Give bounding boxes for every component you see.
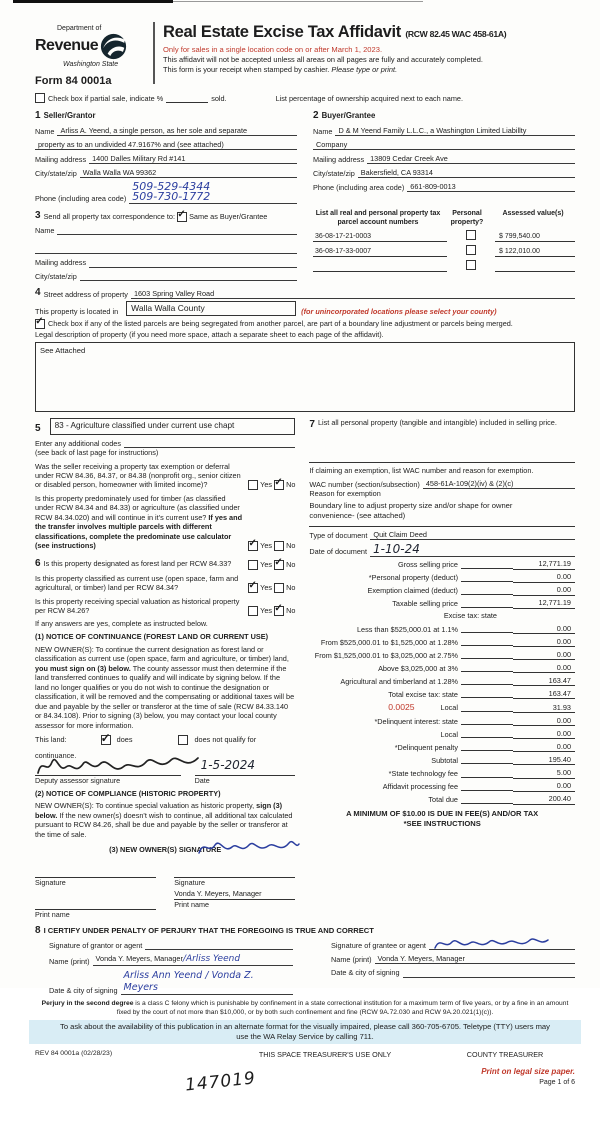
- owner-signature-field-left[interactable]: [35, 867, 156, 878]
- section-buyer-grantee: [313, 109, 575, 203]
- grantor-signature-label: Signature of grantor or agent: [49, 940, 143, 950]
- grantee-name-print-label: Name (print): [331, 954, 372, 964]
- corr-csz-label: City/state/zip: [35, 271, 77, 281]
- parcel-row: [313, 260, 575, 272]
- tax-row: Total due 200.40: [309, 794, 575, 804]
- tax-value: 5.00: [513, 768, 575, 778]
- excise-tax-computation: [309, 559, 575, 805]
- grantee-signature-field[interactable]: [429, 940, 575, 950]
- answers-yes-note: If any answers are yes, complete as instructed below.: [35, 618, 208, 628]
- tax-row: *State technology fee 5.00: [309, 768, 575, 778]
- washington-state-label: Washington State: [63, 61, 119, 69]
- historic-yes-checkbox[interactable]: [248, 606, 258, 616]
- grantee-date-city-label: Date & city of signing: [331, 968, 400, 978]
- personal-property-checkbox-2[interactable]: [466, 245, 476, 255]
- dept-of-label: Department of: [57, 25, 102, 32]
- wac-number-field[interactable]: 458-61A-109(2)(iv) & (2)(c): [423, 479, 575, 489]
- single-location-warning: Only for sales in a single location code on or after March 1, 2023.: [163, 45, 383, 55]
- tax-value: 0.00: [513, 742, 575, 752]
- yes-label: Yes: [260, 606, 273, 616]
- tax-value: 0.00: [513, 650, 575, 660]
- question-text: Is this property classified as current use (open space, farm and agricultural, or timber) land per RCW 84.34?: [35, 573, 239, 593]
- corr-name-label: Name: [35, 225, 55, 235]
- buyer-name-field[interactable]: D & M Yeend Family L.L.C., a Washington Limited Liabillty: [335, 126, 575, 136]
- corr-mailing-label: Mailing address: [35, 258, 87, 268]
- notice-continuance-body: NEW OWNER(S): To continue the current designation as forest land or classification as current use (open space, farm and agriculture, or timber) land, you must sign on (3) below. The county assessor must then determine if the land transferred continues to qualify and will indicate by signing below. If the land no longer qualifies or you do not wish to continue the designation or classification, it will be removed and the compensating or additional taxes will be due and payable by the seller or transferor at the time of sale (RCW 84.33.140 or 84.34.108). Prior to signing (3) below, you may contact your local county assessor for more information.: [35, 644, 295, 730]
- type-of-document-label: Type of document: [309, 530, 368, 540]
- owner-print-field-left[interactable]: [35, 899, 156, 910]
- tax-row: *Personal property (deduct) 0.00: [309, 572, 575, 582]
- notice-continuance-title: (1) NOTICE OF CONTINUANCE (FOREST LAND OR CURRENT USE): [35, 632, 269, 642]
- does-label: does: [116, 735, 133, 745]
- historic-property-question: [35, 597, 295, 616]
- partial-sale-row: [35, 93, 575, 103]
- predominate-use-question: [35, 494, 295, 551]
- wac-number-label: WAC number (section/subsection): [309, 479, 420, 489]
- owner-signature-field-right[interactable]: [174, 867, 295, 878]
- question-text: Is this property predominately used for timber (as classified under RCW 84.34 and 84.33) or agriculture (as classified under RCW 84.34.020) and will continue in it's current use? If yes and the transfer involves multiple parcels with different classifications, complete the predominate use calculator (see instructions): [35, 493, 243, 551]
- receipt-note: This form is your receipt when stamped by cashier. Please type or print.: [163, 64, 398, 74]
- corr-name-field[interactable]: [57, 225, 297, 235]
- tax-value: 12,771.19: [513, 559, 575, 569]
- exemption-reason-line1: Boundary line to adjust property size and/or shape for owner: [309, 500, 513, 510]
- tax-row-local: 0.0025 Local 31.93: [309, 702, 575, 713]
- question-text: Was the seller receiving a property tax exemption or deferral under RCW 84.36, 84.37, or 84.38 (nonprofit org., senior citizen or disabled person, homeowner with limited income)?: [35, 461, 241, 490]
- section1-heading: Seller/Grantor: [43, 111, 96, 121]
- corr-mailing-field[interactable]: [89, 258, 297, 268]
- tax-row: Less than $525,000.01 at 1.1% 0.00: [309, 624, 575, 634]
- check-icon: ✓: [274, 556, 283, 568]
- personal-property-checkbox-1[interactable]: [466, 230, 476, 240]
- county-treasurer-label: COUNTY TREASURER: [466, 1049, 544, 1059]
- check-icon: ✓: [248, 579, 257, 591]
- this-land-label: This land:: [35, 735, 67, 745]
- owner-print-field-right[interactable]: Vonda Y. Meyers, Manager: [174, 889, 295, 900]
- codes-note: (see back of last page for instructions): [35, 448, 159, 458]
- exemption-no-checkbox[interactable]: [274, 476, 284, 490]
- located-in-label: This property is located in: [35, 306, 119, 316]
- buyer-mailing-label: Mailing address: [313, 154, 365, 164]
- tax-row: Total excise tax: state 163.47: [309, 689, 575, 699]
- section5-number: 5: [35, 422, 41, 434]
- buyer-name-label: Name: [313, 126, 333, 136]
- continuance-date-field[interactable]: [195, 758, 296, 776]
- scan-artifact: [13, 0, 173, 3]
- check-icon: ✓: [177, 208, 186, 220]
- land-use-code-select[interactable]: 83 - Agriculture classified under current use chapt: [50, 418, 296, 435]
- deputy-signature-line: [35, 758, 295, 776]
- date-label: Date: [194, 775, 210, 785]
- page-indicator: Page 1 of 6: [539, 1078, 575, 1086]
- check-icon: ✓: [35, 316, 44, 328]
- tax-row: *Delinquent interest: state 0.00: [309, 716, 575, 726]
- section-certification: [35, 924, 575, 996]
- does-not-label: does not qualify for: [194, 735, 257, 745]
- divider: [309, 526, 575, 527]
- dor-swirl-logo-icon: [100, 33, 127, 60]
- assessed-value-field[interactable]: [495, 262, 575, 272]
- exemption-deferral-question: [35, 462, 295, 490]
- no-label: No: [286, 583, 296, 593]
- additional-codes-label: Enter any additional codes: [35, 438, 121, 448]
- historic-no-checkbox[interactable]: [274, 602, 284, 616]
- assessed-value-field[interactable]: $ 799,540.00: [495, 232, 575, 242]
- current-use-question: [35, 574, 295, 593]
- local-rate: 0.0025: [388, 701, 415, 712]
- partial-sale-percent-field[interactable]: [166, 94, 208, 103]
- predominate-yes-checkbox[interactable]: [248, 537, 258, 551]
- notice-compliance-title: (2) NOTICE OF COMPLIANCE (HISTORIC PROPERTY): [35, 788, 221, 798]
- same-as-buyer-label: Same as Buyer/Grantee: [189, 212, 268, 222]
- continuance-date-handwritten: 1-5-2024: [200, 758, 256, 773]
- legal-description-field[interactable]: See Attached: [35, 342, 575, 412]
- grantor-name-handwritten: /Arliss Yeend: [182, 953, 241, 964]
- grantee-date-city-field[interactable]: [403, 968, 575, 978]
- grantor-signature-field[interactable]: [145, 940, 293, 950]
- exemption-reason-line2: convenience- (see attached): [309, 510, 406, 520]
- section7-number: 7: [309, 418, 315, 430]
- header-divider: [153, 22, 155, 84]
- deputy-signature-label: Deputy assessor signature: [35, 775, 121, 785]
- tax-value: 0.00: [513, 624, 575, 634]
- section1-number: 1: [35, 110, 41, 122]
- same-as-buyer-checkbox[interactable]: [177, 208, 187, 222]
- partial-sale-label: Check box if partial sale, indicate %: [48, 94, 164, 103]
- date-of-document-field[interactable]: [370, 542, 575, 557]
- reason-for-exemption-label: Reason for exemption: [309, 489, 381, 499]
- grantor-date-city-label: Date & city of signing: [49, 986, 118, 995]
- stamp-number-handwritten: 147019: [184, 1068, 257, 1096]
- rcw-reference: (RCW 82.45 WAC 458-61A): [405, 29, 507, 39]
- bottom-area: [35, 1059, 575, 1129]
- predominate-no-checkbox[interactable]: [274, 541, 284, 551]
- check-icon: ✓: [100, 731, 111, 746]
- tax-row: Local 0.00: [309, 729, 575, 739]
- continuance-label: continuance.: [35, 751, 77, 761]
- new-owner-signature-block: [35, 855, 295, 920]
- tax-value: 0.00: [513, 585, 575, 595]
- no-label: No: [286, 541, 296, 551]
- additional-codes-field[interactable]: [124, 438, 295, 448]
- seller-name-field-line2[interactable]: property as to an undivided 47.9167% and (see attached): [35, 140, 297, 150]
- parcel-number-field[interactable]: 36-08-17-21-0003: [313, 232, 447, 242]
- check-icon: ✓: [274, 476, 283, 488]
- seller-mailing-label: Mailing address: [35, 154, 87, 164]
- section2-number: 2: [313, 110, 319, 122]
- tax-row: Gross selling price 12,771.19: [309, 559, 575, 569]
- check-icon: ✓: [248, 537, 257, 549]
- no-label: No: [286, 480, 296, 490]
- print-name-label: Print name: [35, 910, 70, 920]
- forest-land-question: [35, 557, 295, 570]
- parcel-number-field[interactable]: 36-08-17-33-0007: [313, 247, 447, 257]
- new-owner-signature-title: (3) NEW OWNER(S) SIGNATURE: [35, 845, 295, 854]
- exemption-note: If claiming an exemption, list WAC number and reason for exemption.: [309, 465, 534, 475]
- seller-csz-label: City/state/zip: [35, 168, 77, 178]
- assessed-value-col-header: Assessed value(s): [502, 209, 564, 217]
- date-of-document-handwritten: 1-10-24: [373, 542, 420, 557]
- question-text: Is this property receiving special valuation as historical property per RCW 84.26?: [35, 596, 240, 616]
- forest-no-checkbox[interactable]: [274, 556, 284, 570]
- section3-number: 3: [35, 209, 41, 221]
- tax-row: Exemption claimed (deduct) 0.00: [309, 585, 575, 595]
- no-label: No: [286, 606, 296, 616]
- exemption-yes-checkbox[interactable]: [248, 480, 258, 490]
- tax-value: 0.00: [513, 572, 575, 582]
- yes-label: Yes: [260, 583, 273, 593]
- section3-heading: Send all property tax correspondence to:: [43, 212, 175, 222]
- parcel-number-field[interactable]: [313, 262, 447, 272]
- yes-label: Yes: [260, 480, 273, 490]
- see-instructions-note: *SEE INSTRUCTIONS: [403, 818, 481, 828]
- section4-number: 4: [35, 287, 41, 299]
- personal-property-intro: List all personal property (tangible and intangible) included in selling price.: [317, 417, 557, 427]
- tax-row: *Delinquent penalty 0.00: [309, 742, 575, 752]
- section-land-use-code: [35, 418, 295, 435]
- signature-label: Signature: [174, 877, 205, 887]
- buyer-name-field-line2[interactable]: Company: [313, 140, 575, 150]
- print-legal-note: Print on legal size paper.: [481, 1067, 575, 1077]
- check-icon: ✓: [274, 602, 283, 614]
- date-of-document-label: Date of document: [309, 547, 367, 557]
- tax-row: Agricultural and timberland at 1.28% 163.47: [309, 676, 575, 686]
- notice-compliance-body: NEW OWNER(S): To continue special valuation as historic property, sign (3) below. If the new owner(s) doesn't wish to continue, all additional tax calculated pursuant to RCW 84.26, shall be due and payable by the seller or transferor at the time of sale.: [35, 801, 293, 839]
- parcel-table: [313, 209, 575, 282]
- accessibility-note: To ask about the availability of this publication in an alternate format for the visually impaired, please call 360-705-6705. Teletype (TTY) users may use the WA Relay Service by calling 711.: [29, 1020, 581, 1044]
- grantee-name-print-field[interactable]: Vonda Y. Meyers, Manager: [375, 954, 575, 964]
- seller-mailing-field[interactable]: 1400 Dalles Military Rd #141: [89, 154, 297, 164]
- section2-heading: Buyer/Grantee: [321, 111, 376, 121]
- section-tax-correspondence: [35, 209, 297, 282]
- right-column: [309, 418, 575, 920]
- form-header: [35, 20, 575, 88]
- corr-name-field-line2[interactable]: [35, 244, 297, 254]
- new-owner-signature-handwriting: [196, 835, 301, 859]
- grantor-name-print-field[interactable]: Vonda Y. Meyers, Manager/Arliss Yeend: [93, 954, 293, 967]
- tax-value: 31.93: [513, 703, 575, 713]
- treasurer-use-label: THIS SPACE TREASURER'S USE ONLY: [258, 1049, 392, 1059]
- section-personal-property: [309, 418, 575, 431]
- tax-value: 0.00: [513, 781, 575, 791]
- footer-row: [35, 1050, 575, 1059]
- form-number: Form 84 0001a: [35, 75, 112, 88]
- tax-row: Affidavit processing fee 0.00: [309, 781, 575, 791]
- seller-phone-field[interactable]: [129, 179, 297, 204]
- does-not-qualify-checkbox[interactable]: [178, 735, 188, 745]
- seller-name-field[interactable]: Arliss A. Yeend, a single person, as her sole and separate: [57, 126, 297, 136]
- certify-statement: I CERTIFY UNDER PENALTY OF PERJURY THAT THE FOREGOING IS TRUE AND CORRECT: [43, 925, 374, 935]
- tax-row: From $1,525,000.01 to $3,025,000 at 2.75% 0.00: [309, 650, 575, 660]
- section-property-address: [35, 286, 575, 411]
- tax-row: Above $3,025,000 at 3% 0.00: [309, 663, 575, 673]
- segregated-parcels-label: Check box if any of the listed parcels are being segregated from another parcel, are part of a boundary line adjustment or parcels being merged.: [48, 319, 513, 329]
- current-use-no-checkbox[interactable]: [274, 583, 284, 593]
- seller-name-label: Name: [35, 126, 55, 136]
- tax-row: From $525,000.01 to $1,525,000 at 1.28% 0.00: [309, 637, 575, 647]
- grantor-date-city-field[interactable]: [121, 970, 293, 996]
- buyer-phone-field[interactable]: 661-809-0013: [407, 182, 575, 192]
- does-qualify-checkbox[interactable]: [100, 731, 111, 746]
- parcel-row: [313, 230, 575, 242]
- parcel-col-header: List all real and personal property tax parcel account numbers: [315, 209, 441, 226]
- tax-value: 200.40: [513, 794, 575, 804]
- street-address-field[interactable]: 1603 Spring Valley Road: [131, 289, 575, 299]
- no-label: No: [286, 560, 296, 570]
- scan-artifact-2: [173, 1, 423, 2]
- parcel-row: [313, 245, 575, 257]
- current-use-yes-checkbox[interactable]: [248, 579, 258, 593]
- segregated-parcels-checkbox[interactable]: [35, 316, 45, 329]
- buyer-phone-label: Phone (including area code): [313, 182, 405, 192]
- buyer-mailing-field[interactable]: 13809 Cedar Creek Ave: [367, 154, 575, 164]
- tax-value: 0.00: [513, 637, 575, 647]
- tax-value: 0.00: [513, 729, 575, 739]
- page-title: Real Estate Excise Tax Affidavit (RCW 82.45 WAC 458-61A): [163, 23, 507, 41]
- perjury-statement: Perjury in the second degree is a class C felony which is punishable by confinement in a state correctional institution for a maximum term of five years, or by a fine in an amount fixed by the court of not more than $10,000, or by both such confinement and fine (RCW 9A.72.030 and RCW 9A.20.021(1)(c)).: [41, 1000, 569, 1016]
- corr-csz-field[interactable]: [80, 271, 297, 281]
- grantee-signature-handwriting: [432, 933, 552, 953]
- grantor-name-print-label: Name (print): [49, 956, 90, 966]
- print-name-label: Print name: [174, 900, 209, 910]
- yes-label: Yes: [260, 560, 273, 570]
- county-note: (for unincorporated locations please select your county): [301, 306, 497, 316]
- form-revision: REV 84 0001a (02/28/23): [35, 1049, 113, 1057]
- grantee-signature-label: Signature of grantee or agent: [331, 940, 426, 950]
- yes-label: Yes: [260, 541, 273, 551]
- personal-property-blank-area[interactable]: [309, 431, 575, 457]
- assessed-value-field[interactable]: $ 122,010.00: [495, 247, 575, 257]
- seller-csz-field[interactable]: Walla Walla WA 99362: [80, 168, 297, 178]
- completion-note: This affidavit will not be accepted unless all areas on all pages are fully and accurately completed.: [163, 55, 483, 65]
- buyer-csz-field[interactable]: Bakersfield, CA 93314: [358, 168, 575, 178]
- forest-yes-checkbox[interactable]: [248, 560, 258, 570]
- minimum-due-note: A MINIMUM OF $10.00 IS DUE IN FEE(S) AND/OR TAX: [346, 808, 539, 818]
- tax-row: Excise tax: state: [443, 611, 497, 621]
- buyer-csz-label: City/state/zip: [313, 168, 355, 178]
- street-address-label: Street address of property: [43, 289, 128, 299]
- type-of-document-field[interactable]: Quit Claim Deed: [370, 530, 575, 540]
- personal-property-checkbox-3[interactable]: [466, 260, 476, 270]
- tax-value: 0.00: [513, 716, 575, 726]
- dor-logo-block: [35, 20, 147, 88]
- tax-value: 0.00: [513, 663, 575, 673]
- signature-label: Signature: [35, 877, 66, 887]
- question-text: 6 Is this property designated as forest land per RCW 84.33?: [35, 557, 232, 569]
- county-select[interactable]: Walla Walla County: [126, 301, 296, 316]
- tax-value: 195.40: [513, 755, 575, 765]
- seller-phone-handwritten: 509-529-4344 509-730-1772: [132, 179, 211, 204]
- land-qualify-row: [35, 731, 295, 761]
- deputy-signature-field[interactable]: [35, 775, 181, 776]
- partial-sale-checkbox[interactable]: [35, 93, 45, 103]
- seller-phone-label: Phone (including area code): [35, 194, 127, 204]
- left-column: [35, 418, 295, 920]
- tax-value: 163.47: [513, 676, 575, 686]
- grantor-date-city-handwritten: Arliss Ann Yeend / Vonda Z. Meyers: [123, 969, 254, 994]
- tax-row: Taxable selling price 12,771.19: [309, 598, 575, 608]
- sold-label: sold.: [211, 94, 227, 103]
- personal-property-col-header: Personal property?: [450, 209, 484, 226]
- revenue-wordmark: Revenue: [35, 37, 99, 55]
- tax-row: Subtotal 195.40: [309, 755, 575, 765]
- ownership-percentage-note: List percentage of ownership acquired next to each name.: [275, 94, 464, 103]
- divider: [309, 462, 575, 463]
- legal-description-label: Legal description of property (if you need more space, attach a separate sheet to each page of the affidavit).: [35, 330, 384, 340]
- tax-value: 12,771.19: [513, 598, 575, 608]
- tax-value: 163.47: [513, 689, 575, 699]
- section6-number: 6: [35, 557, 41, 569]
- section8-number: 8: [35, 924, 41, 936]
- section-seller-grantor: [35, 109, 297, 203]
